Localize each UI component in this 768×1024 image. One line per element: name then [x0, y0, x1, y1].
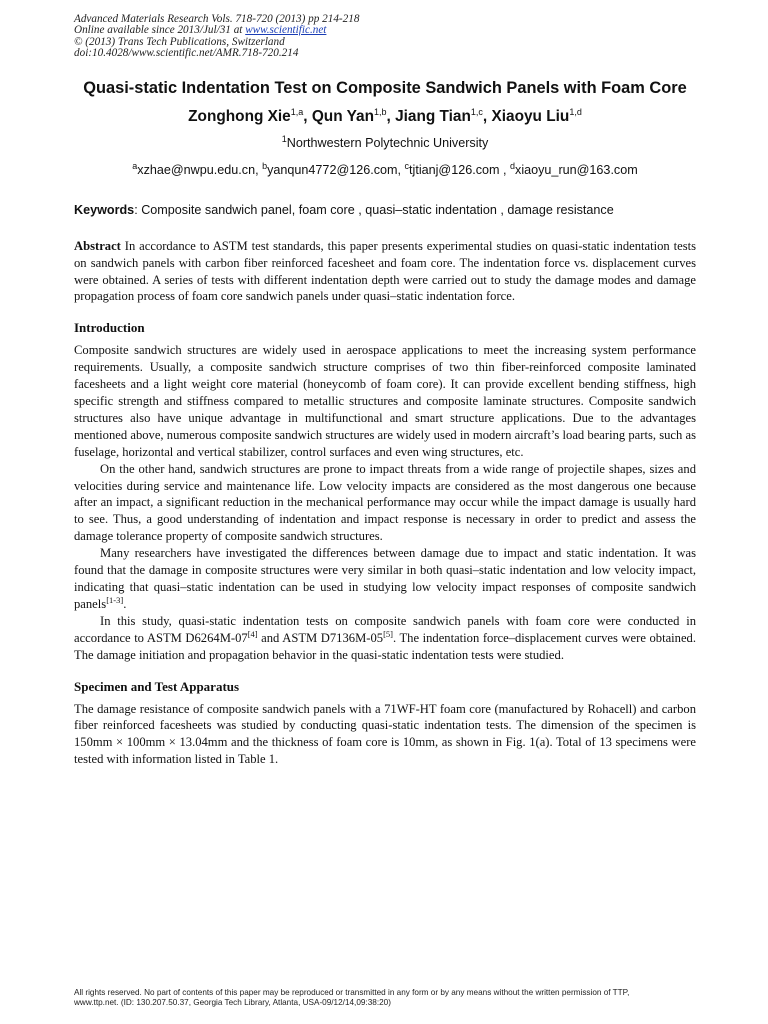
- intro-paragraph-4: [74, 613, 696, 664]
- intro-paragraph-1: Composite sandwich structures are widely used in aerospace applications to meet the increasing system performance requirements. Usually, a composite sandwich structure comprises of two thin fiber-reinforced composite laminated facesheets and a light weight core material (honeycomb of foam core). It can provide excellent bending stiffness, high specific strength and stiffness compared to metallic structures and composite laminate structures. Composite sandwich structures also have unique advantage in multifunctional and smart structure applications. Due to the advantages mentioned above, numerous composite sandwich structures are widely used in modern aircraft’s load bearing parts, such as fuselage, horizontal and vertical stabilizer, control surfaces and even wing structures, etc.: [74, 343, 696, 459]
- email-mark: b: [262, 160, 268, 171]
- abstract-text: In accordance to ASTM test standards, this paper presents experimental studies on quasi-static indentation tests on sandwich panels with carbon fiber reinforced facesheet and foam core. The indentation force vs. displacement curves were obtained. A series of tests with different indentation depth were carried out to study the damage modes and damage propagation process of foam core sandwich panels under quasi–static indentation force.: [74, 238, 696, 304]
- author-name: Xiaoyu Liu: [491, 108, 570, 126]
- author-email: xiaoyu_run@163.com: [515, 162, 638, 177]
- email-mark: a: [132, 160, 138, 171]
- author-affil-mark: 1,a: [290, 107, 304, 118]
- paper-page: [74, 14, 696, 768]
- author-separator: ,: [303, 108, 312, 126]
- abstract-label: Abstract: [74, 238, 121, 253]
- citation-ref: [1-3]: [106, 594, 124, 605]
- doi-line: doi:10.4028/www.scientific.net/AMR.718-720.214: [74, 46, 299, 59]
- abstract: [74, 238, 696, 306]
- intro-paragraph-4-c: . The indentation force–displacement curves were obtained. The damage initiation and propagation behavior in the quasi-static indentation tests were studied.: [74, 630, 696, 662]
- author-name: Zonghong Xie: [188, 108, 291, 126]
- email-mark: d: [510, 160, 516, 171]
- section-heading-introduction: Introduction: [74, 320, 145, 336]
- affiliation-mark: 1: [281, 134, 287, 145]
- online-availability: [74, 25, 696, 36]
- author-separator: ,: [482, 108, 492, 126]
- intro-paragraph-3-end: .: [123, 596, 127, 611]
- author-list: [74, 102, 696, 127]
- author-affil-mark: 1,b: [373, 107, 387, 118]
- intro-paragraph-4-b: and ASTM D7136M-05: [257, 630, 384, 645]
- affiliation: [74, 131, 696, 151]
- section-heading-specimen: Specimen and Test Apparatus: [74, 678, 240, 694]
- intro-paragraph-4-a: In this study, quasi-static indentation tests on composite sandwich panels with foam core were conducted in accordance to ASTM D6264M-07: [74, 613, 696, 645]
- citation-ref: [4]: [247, 628, 258, 639]
- intro-paragraph-3-text: Many researchers have investigated the differences between damage due to impact and static indentation. It was found that the damage in composite structures were very similar in both quasi–static indentation and low velocity impact, indicating that quasi–static indentation can be used in studying low velocity impact responses of composite sandwich panels: [74, 546, 696, 611]
- copyright-footer: [74, 988, 696, 1008]
- author-separator: ,: [386, 108, 396, 126]
- journal-citation: Advanced Materials Research Vols. 718-720 (2013) pp 214-218: [74, 13, 360, 25]
- keywords-label: Keywords: [74, 202, 135, 217]
- affiliation-name: Northwestern Polytechnic University: [286, 136, 489, 151]
- specimen-paragraph-1: The damage resistance of composite sandwich panels with a 71WF-HT foam core (manufactured by Rohacell) and carbon fiber reinforced facesheets was studied by conducting quasi-static indentation tests. The dimension of the specimen is 150mm × 100mm × 13.04mm and the thickness of foam core is 10mm, as shown in Fig. 1(a). Total of 13 specimens were tested with information listed in Table 1.: [74, 701, 696, 767]
- author-emails: [74, 158, 696, 178]
- author-email: tjtianj@126.com ,: [409, 162, 511, 177]
- journal-header: [74, 14, 696, 59]
- intro-paragraph-2: On the other hand, sandwich structures are prone to impact threats from a wide range of projectile shapes, sizes and velocities during service and maintenance life. Low velocity impacts are considered as the most dangerous one because after an impact, a significant reduction in the mechanical performance may occur while the impact damage is usually hard to see. Thus, a good understanding of indentation and impact response is necessary in order to predict and assess the damage tolerance property of composite sandwich structures.: [74, 461, 696, 544]
- email-mark: c: [404, 160, 410, 171]
- author-name: Qun Yan: [311, 108, 374, 126]
- intro-paragraph-3: [74, 545, 696, 613]
- scientific-net-link[interactable]: www.scientific.net: [245, 24, 327, 37]
- online-prefix: Online available since 2013/Jul/31 at: [74, 24, 246, 37]
- keywords: [74, 202, 696, 218]
- citation-ref: [5]: [383, 628, 393, 639]
- author-affil-mark: 1,c: [470, 107, 483, 118]
- footer-download-line: www.ttp.net. (ID: 130.207.50.37, Georgia Tech Library, Atlanta, USA-09/12/14,09:38:20): [74, 998, 391, 1007]
- footer-rights-line: All rights reserved. No part of contents of this paper may be reproduced or transmitted in any form or by any means without the written permission of TTP,: [74, 988, 630, 997]
- author-affil-mark: 1,d: [569, 107, 582, 118]
- paper-title: Quasi-static Indentation Test on Composite Sandwich Panels with Foam Core: [83, 79, 687, 98]
- keywords-text: : Composite sandwich panel, foam core , quasi–static indentation , damage resistance: [134, 202, 614, 217]
- copyright-line: © (2013) Trans Tech Publications, Switzerland: [74, 35, 285, 48]
- author-email: yanqun4772@126.com,: [267, 162, 405, 177]
- author-email: xzhae@nwpu.edu.cn,: [137, 162, 263, 177]
- author-name: Jiang Tian: [395, 108, 471, 126]
